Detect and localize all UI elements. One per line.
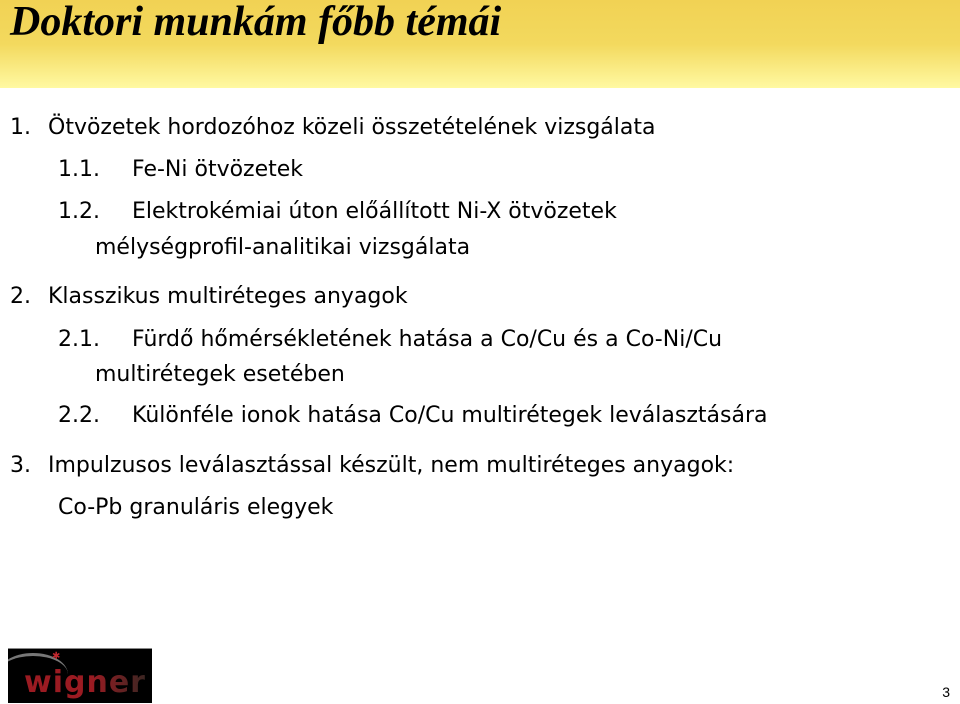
- item-continuation: mélységprofil-analitikai vizsgálata: [95, 235, 471, 260]
- wigner-logo: [8, 648, 152, 703]
- item-text: Fe-Ni ötvözetek: [132, 157, 304, 182]
- item-number: 2.2.: [58, 403, 100, 428]
- slide-title: Doktori munkám főbb témái: [10, 0, 502, 45]
- item-number: 3.: [10, 453, 31, 478]
- item-number: 2.: [10, 284, 31, 309]
- item-text: Impulzusos leválasztással készült, nem multiréteges anyagok:: [48, 453, 735, 478]
- title-bar: [0, 0, 960, 88]
- item-number: 1.1.: [58, 157, 100, 182]
- page-number: 3: [942, 684, 950, 700]
- item-text: Különféle ionok hatása Co/Cu multirétegek leválasztására: [132, 403, 768, 428]
- item-text: Elektrokémiai úton előállított Ni-X ötvözetek: [132, 199, 617, 224]
- item-text: Ötvözetek hordozóhoz közeli összetételének vizsgálata: [48, 115, 656, 140]
- item-number: 1.: [10, 115, 31, 140]
- item-number: 1.2.: [58, 199, 100, 224]
- item-continuation: multirétegek esetében: [95, 362, 345, 387]
- logo-star-icon: ✱: [52, 651, 61, 662]
- item-number: 2.1.: [58, 327, 100, 352]
- item-text: Fürdő hőmérsékletének hatása a Co/Cu és a Co-Ni/Cu: [132, 327, 723, 352]
- item-continuation: Co-Pb granuláris elegyek: [58, 495, 334, 520]
- logo-text: wigner: [24, 665, 146, 700]
- item-text: Klasszikus multiréteges anyagok: [48, 284, 408, 309]
